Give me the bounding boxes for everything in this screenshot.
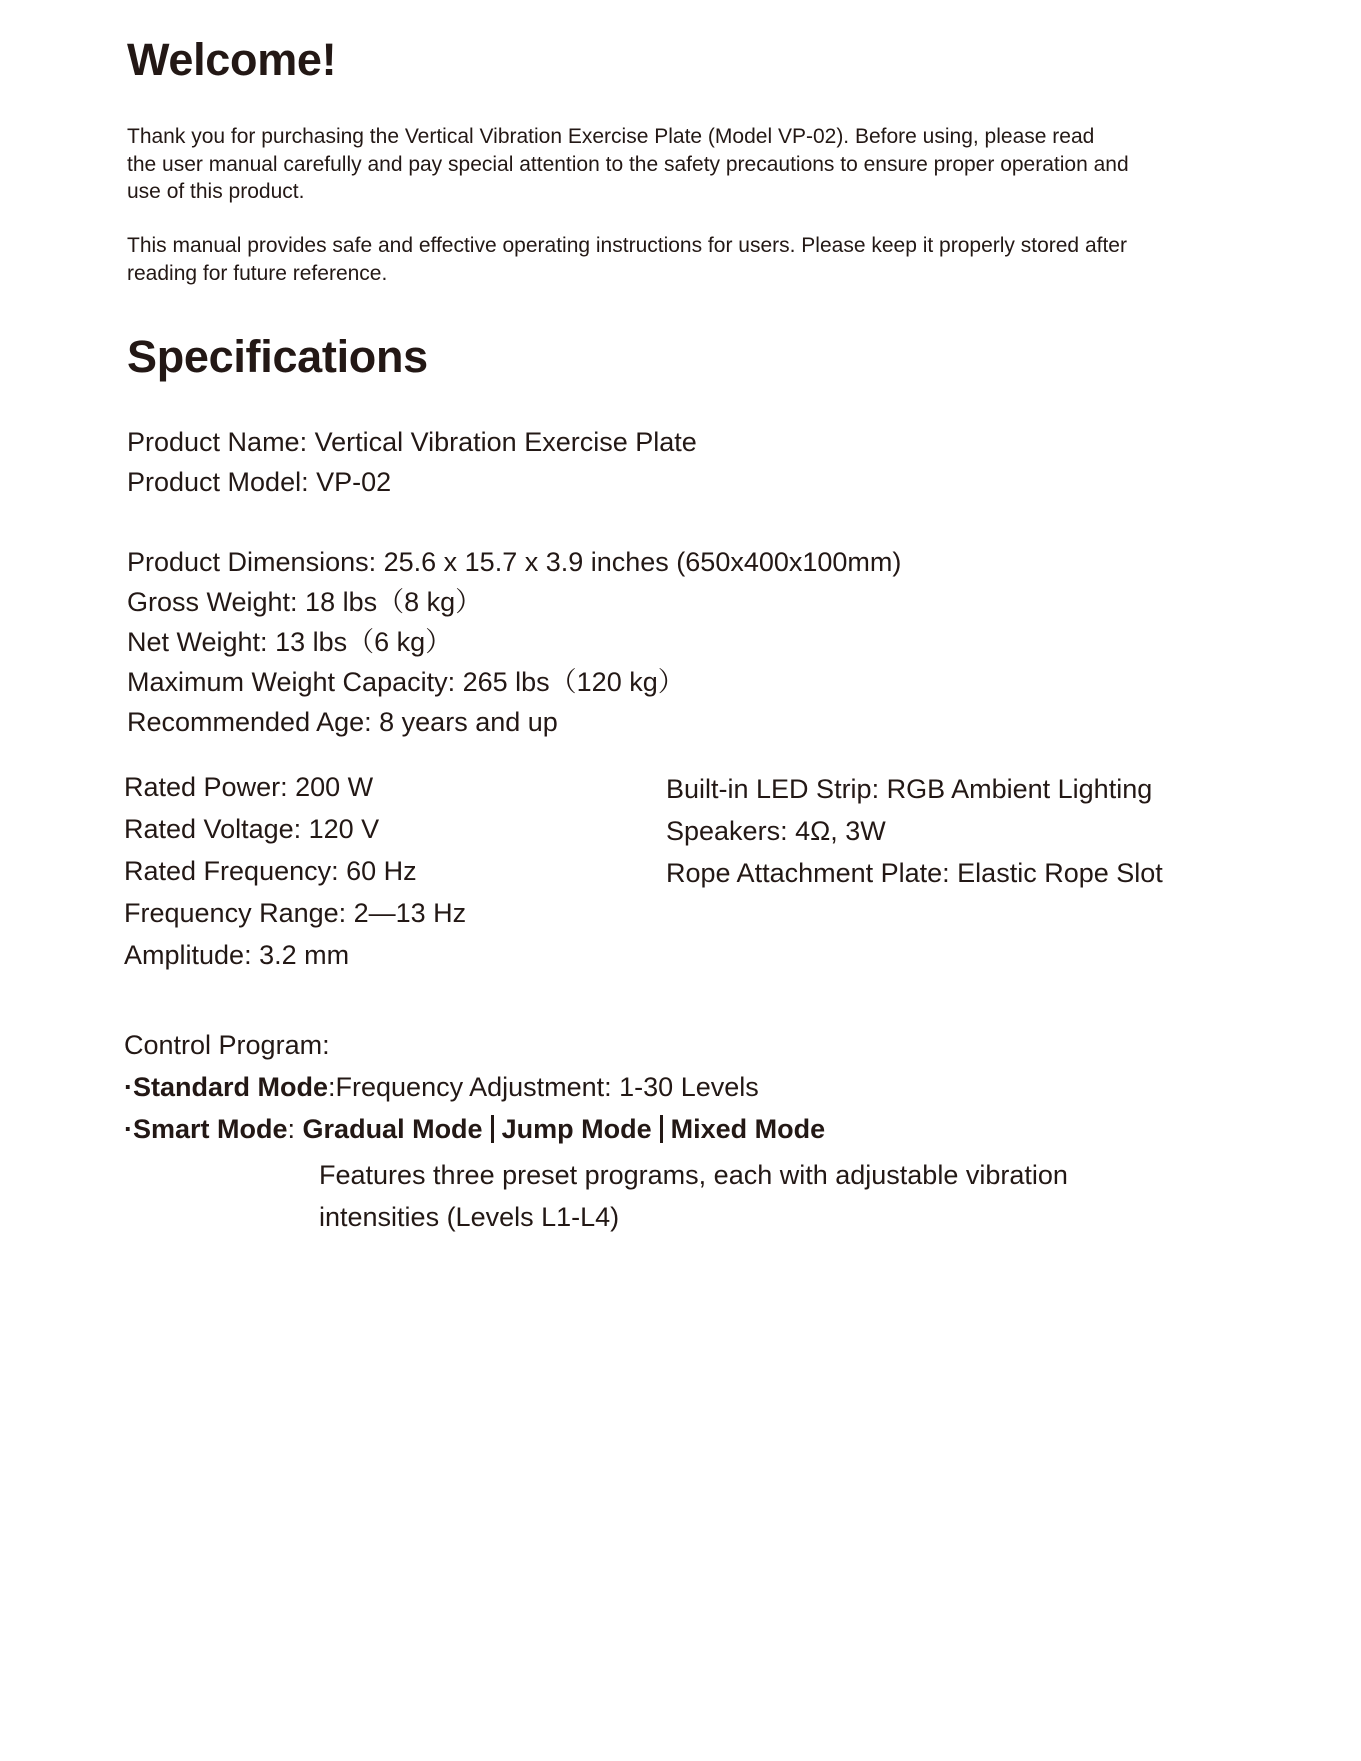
smart-mode-label: Smart Mode (133, 1114, 288, 1144)
standard-mode-line (124, 1071, 759, 1103)
spec-led-strip: Built-in LED Strip: RGB Ambient Lighting (666, 774, 1153, 804)
welcome-paragraph-1-line-2: the user manual carefully and pay special attention to the safety precautions to ensure proper operation and (127, 152, 1129, 176)
spec-product-model: Product Model: VP-02 (127, 467, 392, 497)
mode-separator (491, 1115, 494, 1143)
welcome-paragraph-2-line-1: This manual provides safe and effective operating instructions for users. Please keep it properly stored after (127, 234, 1127, 257)
welcome-paragraph-1-line-3: use of this product. (127, 180, 305, 203)
smart-mode-mixed: Mixed Mode (670, 1114, 826, 1144)
bullet: · (124, 1114, 133, 1144)
standard-mode-label: Standard Mode (133, 1072, 329, 1102)
spec-product-name: Product Name: Vertical Vibration Exercise Plate (127, 427, 697, 457)
welcome-heading: Welcome! (127, 34, 337, 85)
spec-speakers: Speakers: 4Ω, 3W (666, 816, 886, 846)
smart-mode-description-line-2: intensities (Levels L1-L4) (319, 1202, 620, 1232)
spec-rated-frequency: Rated Frequency: 60 Hz (124, 856, 417, 886)
welcome-paragraph-2 (127, 232, 1227, 287)
smart-mode-gradual: Gradual Mode (302, 1114, 483, 1144)
spec-amplitude: Amplitude: 3.2 mm (124, 940, 350, 970)
bullet: · (124, 1072, 133, 1102)
smart-mode-jump: Jump Mode (501, 1114, 652, 1144)
smart-mode-description-line-1: Features three preset programs, each with adjustable vibration (319, 1160, 1068, 1190)
mode-separator (660, 1115, 663, 1143)
smart-mode-colon: : (287, 1114, 303, 1144)
welcome-paragraph-1-line-1: Thank you for purchasing the Vertical Vibration Exercise Plate (Model VP-02). Before using, please read (127, 125, 1095, 148)
spec-rated-voltage: Rated Voltage: 120 V (124, 814, 380, 844)
spec-dimensions: Product Dimensions: 25.6 x 15.7 x 3.9 inches (650x400x100mm) (127, 547, 902, 577)
spec-gross-weight: Gross Weight: 18 lbs（8 kg） (127, 587, 483, 617)
spec-max-capacity: Maximum Weight Capacity: 265 lbs（120 kg） (127, 667, 685, 697)
standard-mode-text: :Frequency Adjustment: 1-30 Levels (328, 1072, 759, 1102)
spec-frequency-range: Frequency Range: 2—13 Hz (124, 898, 467, 928)
spec-rope-plate: Rope Attachment Plate: Elastic Rope Slot (666, 858, 1163, 888)
welcome-paragraph-1 (127, 123, 1227, 206)
welcome-paragraph-2-line-2: reading for future reference. (127, 261, 388, 285)
spec-recommended-age: Recommended Age: 8 years and up (127, 707, 558, 737)
specifications-heading: Specifications (127, 331, 428, 382)
spec-rated-power: Rated Power: 200 W (124, 772, 374, 802)
control-program-label: Control Program: (124, 1030, 330, 1060)
spec-net-weight: Net Weight: 13 lbs（6 kg） (127, 627, 453, 657)
smart-mode-line (124, 1113, 825, 1145)
